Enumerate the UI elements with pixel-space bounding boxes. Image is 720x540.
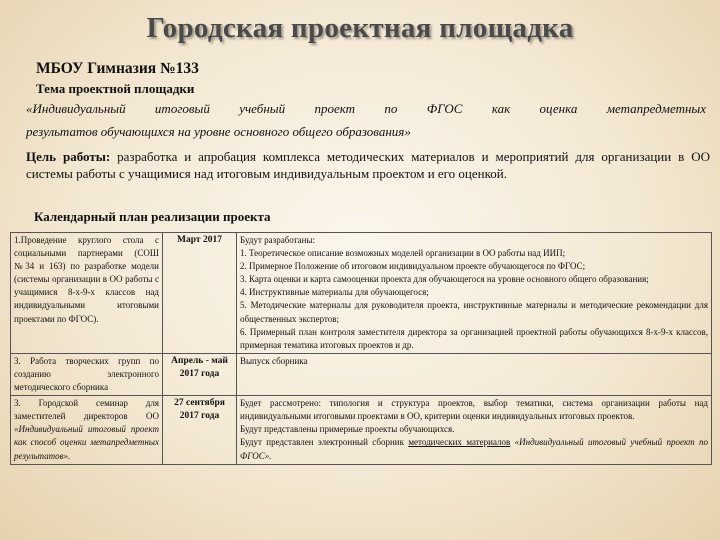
- result-item: 5. Методические материалы для руководителя проекта, инструктивные материалы и методические рекомендации для общественных экспертов;: [240, 300, 708, 324]
- topic-heading: Тема проектной площадки: [36, 81, 195, 96]
- slide-title: Городская проектная площадка: [146, 12, 574, 44]
- goal-label: Цель работы:: [26, 149, 111, 164]
- topic-line-2: результатов обучающихся на уровне основного общего образования»: [26, 124, 411, 139]
- table-row: [11, 233, 712, 354]
- calendar-plan-table: [10, 232, 712, 465]
- result-cell: Выпуск сборника: [237, 353, 712, 395]
- result-text: Будут представлен электронный сборник: [240, 437, 409, 448]
- result-paragraph: Будет рассмотрено: типология и структура проектов, выбор тематики, система организации работы над индивидуальными итоговыми проектами в ОО, критерии оценки индивидуальных итоговых проектов.: [240, 398, 708, 422]
- event-cell: 3. Работа творческих групп по созданию электронного методического сборника: [11, 353, 163, 395]
- result-paragraph: [240, 436, 708, 462]
- result-cell: [237, 233, 712, 354]
- seminar-title: «Индивидуальный итоговый проект как способ оценки метапредметных результатов».: [14, 424, 159, 461]
- result-item: 4. Инструктивные материалы для обучающегося;: [240, 287, 429, 298]
- result-paragraph: Будут представлены примерные проекты обучающихся.: [240, 424, 455, 435]
- event-cell: 1.Проведение круглого стола с социальными партнерами (СОШ №34 и 163) по разработке модели (системы организации в ОО работы с учащимися 8-х-9-х классов над индивидуальными итоговыми проектами по ФГОС).: [11, 233, 163, 354]
- collection-title: «Индивидуальный итоговый учебный проект по ФГОС».: [240, 437, 709, 461]
- materials-link[interactable]: методических материалов: [408, 437, 511, 448]
- result-item: 1. Теоретическое описание возможных моделей организации в ОО работы над ИИП;: [240, 248, 566, 259]
- result-cell: [237, 396, 712, 464]
- date-cell: Март 2017: [163, 233, 237, 354]
- table-row: [11, 353, 712, 395]
- table-row: [11, 396, 712, 464]
- result-item: 3. Карта оценки и карта самооценки проекта для обучающегося на уровне основного общего образования;: [240, 274, 649, 285]
- plan-heading: Календарный план реализации проекта: [34, 209, 271, 224]
- school-name: МБОУ Гимназия №133: [36, 60, 199, 77]
- result-item: 6. Примерный план контроля заместителя директора за организацией проектной работы обучающихся 8-х-9-х классов, примерная тематика итоговых проектов и др.: [240, 326, 708, 350]
- result-item: 2. Примерное Положение об итоговом индивидуальном проекте обучающегося по ФГОС;: [240, 261, 586, 272]
- topic-line-1: «Индивидуальный итоговый учебный проект по ФГОС как оценка метапредметных: [26, 101, 706, 116]
- result-intro: Будут разработаны:: [240, 235, 316, 245]
- event-cell: [11, 396, 163, 464]
- goal-paragraph: [26, 148, 710, 182]
- date-cell: Апрель - май 2017 года: [163, 353, 237, 395]
- goal-text: разработка и апробация комплекса методических материалов и мероприятий для организации в ОО системы работы с учащимися над итоговым индивидуальным проектом и его оценкой.: [26, 149, 710, 181]
- event-text: 3. Городской семинар для заместителей директоров ОО: [14, 398, 159, 422]
- date-cell: 27 сентября 2017 года: [163, 396, 237, 464]
